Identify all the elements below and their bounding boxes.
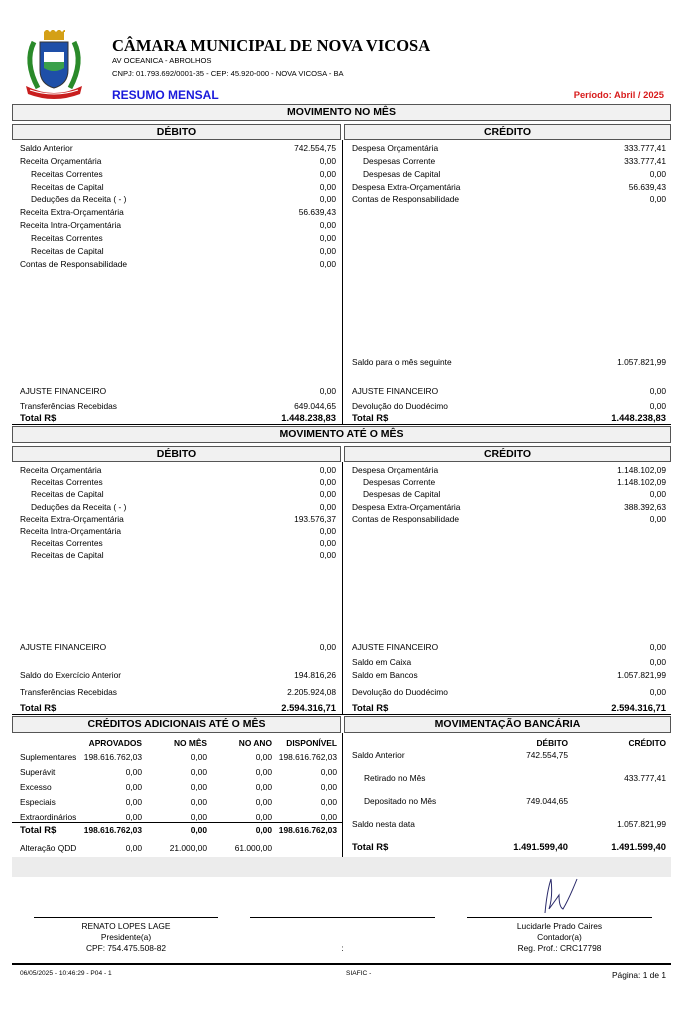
s1-total-left-label: Total R$ xyxy=(20,412,57,423)
section-movimentacao-bancaria: MOVIMENTAÇÃO BANCÁRIA xyxy=(344,716,671,733)
line-item-value: 0,00 xyxy=(319,477,336,488)
page-title: CÂMARA MUNICIPAL DE NOVA VICOSA xyxy=(112,36,431,55)
s4-retirado-credito: 433.777,41 xyxy=(624,773,666,783)
line-item-value: 0,00 xyxy=(319,538,336,549)
s2-total-left-value: 2.594.316,71 xyxy=(281,702,336,713)
table-row-label: Superávit xyxy=(20,767,56,777)
s1-divider xyxy=(342,140,343,424)
s2-total-right-value: 2.594.316,71 xyxy=(611,702,666,713)
s1-transf-value: 649.044,65 xyxy=(294,401,336,411)
line-item-label: Despesa Extra-Orçamentária xyxy=(352,181,461,192)
line-item-value: 0,00 xyxy=(319,526,336,536)
table-cell: 0,00 xyxy=(255,752,272,762)
s4-retirado-label: Retirado no Mês xyxy=(364,773,426,783)
qdd-cell: 61.000,00 xyxy=(234,843,272,853)
line-item-label: Receita Extra-Orçamentária xyxy=(20,207,124,218)
s4-depositado-debito: 749.044,65 xyxy=(526,796,568,806)
s2-exercicio-value: 194.816,26 xyxy=(294,670,336,680)
line-item-value: 333.777,41 xyxy=(624,143,666,153)
line-item-label: Receitas de Capital xyxy=(31,550,104,561)
municipal-logo xyxy=(16,30,92,100)
line-item-label: Deduções da Receita ( - ) xyxy=(31,194,127,205)
s2-transf-label: Transferências Recebidas xyxy=(20,687,117,697)
table-cell: 0,00 xyxy=(255,782,272,792)
s4-saldo-data-label: Saldo nesta data xyxy=(352,819,415,829)
line-item-value: 742.554,75 xyxy=(294,143,336,153)
line-item-value: 0,00 xyxy=(649,513,666,524)
s2-exercicio-label: Saldo do Exercício Anterior xyxy=(20,670,122,680)
section-movimento-ate-mes: MOVIMENTO ATÉ O MÊS xyxy=(12,426,671,443)
s2-ajuste-right-value: 0,00 xyxy=(649,642,666,652)
table-total-cell: 198.616.762,03 xyxy=(278,825,337,835)
table-cell: 0,00 xyxy=(255,797,272,807)
s2-bancos-value: 1.057.821,99 xyxy=(617,670,666,680)
line-item-label: Saldo Anterior xyxy=(20,143,73,153)
s3-total-line xyxy=(12,822,342,823)
line-item-label: Receitas Correntes xyxy=(31,538,103,549)
sig-right-doc: Reg. Prof.: CRC17798 xyxy=(517,943,602,953)
s1-saldo-seguinte-value: 1.057.821,99 xyxy=(617,357,666,367)
line-item-value: 0,00 xyxy=(319,501,336,512)
qdd-cell: 21.000,00 xyxy=(169,843,207,853)
table-row-label: Suplementares xyxy=(20,752,77,762)
sig-left-doc: CPF: 754.475.508-82 xyxy=(85,943,167,953)
table-total-cell: 0,00 xyxy=(255,825,272,835)
sig-left-name: RENATO LOPES LAGE xyxy=(81,921,171,931)
s2-caixa-value: 0,00 xyxy=(649,657,666,667)
table-cell: 0,00 xyxy=(125,782,142,792)
table-row-label: Extraordinários xyxy=(20,812,77,822)
s4-credito-header: CRÉDITO xyxy=(628,738,666,748)
line-item-label: Despesas de Capital xyxy=(363,168,441,179)
s2-bancos-label: Saldo em Bancos xyxy=(352,670,418,680)
section-movimento-no-mes: MOVIMENTO NO MÊS xyxy=(12,104,671,121)
column-header: APROVADOS xyxy=(88,738,142,748)
s4-total-label: Total R$ xyxy=(352,841,389,852)
s2-total-right-label: Total R$ xyxy=(352,702,389,713)
table-cell: 0,00 xyxy=(190,797,207,807)
table-cell: 0,00 xyxy=(190,752,207,762)
s1-ajuste-right-label: AJUSTE FINANCEIRO xyxy=(352,386,439,396)
s4-depositado-label: Depositado no Mês xyxy=(364,796,437,806)
line-item-value: 1.148.102,09 xyxy=(617,477,666,488)
s4-saldo-data-credito: 1.057.821,99 xyxy=(617,819,666,829)
line-item-label: Despesas de Capital xyxy=(363,489,441,500)
address: AV OCEANICA - ABROLHOS xyxy=(112,56,212,65)
section-creditos-adicionais: CRÉDITOS ADICIONAIS ATÉ O MÊS xyxy=(12,716,341,733)
line-item-value: 0,00 xyxy=(319,232,336,243)
column-header: NO MÊS xyxy=(173,738,207,748)
line-item-label: Despesas Corrente xyxy=(363,477,436,488)
line-item-value: 0,00 xyxy=(319,155,336,166)
table-cell: 0,00 xyxy=(190,782,207,792)
s2-devol-value: 0,00 xyxy=(649,687,666,697)
sig-right-line xyxy=(467,917,652,918)
line-item-value: 0,00 xyxy=(649,489,666,500)
line-item-label: Despesa Orçamentária xyxy=(352,465,439,475)
s1-devol-value: 0,00 xyxy=(649,401,666,411)
s1-bottom-line xyxy=(12,424,671,425)
table-row-label: Excesso xyxy=(20,782,52,792)
qdd-cell: 0,00 xyxy=(125,843,142,853)
line-item-value: 333.777,41 xyxy=(624,155,666,166)
line-item-label: Receitas Correntes xyxy=(31,232,103,243)
sig-left-line xyxy=(34,917,218,918)
s2-transf-value: 2.205.924,08 xyxy=(287,687,336,697)
footer-center: SIAFIC - xyxy=(346,970,372,977)
s2-divider xyxy=(342,462,343,714)
table-total-label: Total R$ xyxy=(20,824,57,835)
footer-left: 06/05/2025 - 10:46:29 - P04 - 1 xyxy=(20,970,112,977)
table-cell: 0,00 xyxy=(190,812,207,822)
table-cell: 0,00 xyxy=(320,797,337,807)
line-item-label: Contas de Responsabilidade xyxy=(20,258,128,269)
table-cell: 198.616.762,03 xyxy=(278,752,337,762)
table-cell: 0,00 xyxy=(320,767,337,777)
s1-transf-label: Transferências Recebidas xyxy=(20,401,117,411)
s4-total-credito: 1.491.599,40 xyxy=(611,841,666,852)
line-item-label: Receitas de Capital xyxy=(31,245,104,256)
table-cell: 198.616.762,03 xyxy=(83,752,142,762)
s2-bottom-line xyxy=(12,714,671,715)
s1-total-left-value: 1.448.238,83 xyxy=(281,412,336,423)
s2-ajuste-left-value: 0,00 xyxy=(319,642,336,652)
s1-credito-header: CRÉDITO xyxy=(344,124,671,140)
line-item-label: Despesa Extra-Orçamentária xyxy=(352,501,461,512)
line-item-value: 0,00 xyxy=(319,168,336,179)
sig-middle-doc: : xyxy=(341,943,344,953)
s4-saldo-anterior-debito: 742.554,75 xyxy=(526,750,568,760)
s2-debito-header: DÉBITO xyxy=(12,446,341,462)
footer-right: Página: 1 de 1 xyxy=(611,970,666,980)
table-row-label: Especiais xyxy=(20,797,56,807)
line-item-value: 0,00 xyxy=(319,245,336,256)
line-item-value: 0,00 xyxy=(649,194,666,205)
table-cell: 0,00 xyxy=(125,812,142,822)
s1-ajuste-right-value: 0,00 xyxy=(649,386,666,396)
s4-saldo-anterior-label: Saldo Anterior xyxy=(352,750,405,760)
signature-band xyxy=(12,857,671,877)
line-item-value: 0,00 xyxy=(319,181,336,192)
s1-devol-label: Devolução do Duodécimo xyxy=(352,401,448,411)
s34-divider xyxy=(342,733,343,857)
table-total-cell: 0,00 xyxy=(190,825,207,835)
table-cell: 0,00 xyxy=(255,767,272,777)
column-header: NO ANO xyxy=(238,738,272,748)
line-item-value: 0,00 xyxy=(319,489,336,500)
line-item-label: Receitas de Capital xyxy=(31,181,104,192)
table-cell: 0,00 xyxy=(125,797,142,807)
line-item-label: Contas de Responsabilidade xyxy=(352,513,460,524)
line-item-label: Receita Intra-Orçamentária xyxy=(20,526,122,536)
period-label: Período: Abril / 2025 xyxy=(573,89,664,100)
s2-total-left-label: Total R$ xyxy=(20,702,57,713)
line-item-value: 1.148.102,09 xyxy=(617,465,666,475)
line-item-label: Receitas de Capital xyxy=(31,489,104,500)
s1-saldo-seguinte-label: Saldo para o mês seguinte xyxy=(352,357,452,367)
sig-left-role: Presidente(a) xyxy=(100,932,152,942)
line-item-value: 56.639,43 xyxy=(628,181,666,192)
table-cell: 0,00 xyxy=(190,767,207,777)
s2-ajuste-right-label: AJUSTE FINANCEIRO xyxy=(352,642,439,652)
table-cell: 0,00 xyxy=(255,812,272,822)
s4-total-debito: 1.491.599,40 xyxy=(513,841,568,852)
line-item-value: 388.392,63 xyxy=(624,501,666,512)
line-item-label: Deduções da Receita ( - ) xyxy=(31,501,127,512)
line-item-label: Despesas Corrente xyxy=(363,155,436,166)
report-title: RESUMO MENSAL xyxy=(112,88,219,102)
table-cell: 0,00 xyxy=(320,812,337,822)
table-cell: 0,00 xyxy=(125,767,142,777)
s2-ajuste-left-label: AJUSTE FINANCEIRO xyxy=(20,642,107,652)
line-item-label: Despesa Orçamentária xyxy=(352,143,439,153)
entity-info: CNPJ: 01.793.692/0001-35 - CEP: 45.920-000 - NOVA VICOSA - BA xyxy=(112,69,344,78)
line-item-value: 0,00 xyxy=(319,220,336,231)
line-item-value: 0,00 xyxy=(319,194,336,205)
s2-credito-header: CRÉDITO xyxy=(344,446,671,462)
line-item-label: Receitas Correntes xyxy=(31,168,103,179)
s1-total-right-value: 1.448.238,83 xyxy=(611,412,666,423)
qdd-label: Alteração QDD xyxy=(20,843,77,853)
line-item-label: Receitas Correntes xyxy=(31,477,103,488)
s1-debito-header: DÉBITO xyxy=(12,124,341,140)
line-item-value: 0,00 xyxy=(649,168,666,179)
line-item-value: 56.639,43 xyxy=(298,207,336,218)
handwritten-signature xyxy=(535,875,585,915)
line-item-label: Receita Orçamentária xyxy=(20,155,102,166)
s1-total-right-label: Total R$ xyxy=(352,412,389,423)
sig-right-name: Lucidarle Prado Caires xyxy=(516,921,603,931)
line-item-label: Receita Extra-Orçamentária xyxy=(20,513,124,524)
sig-middle-line xyxy=(250,917,435,918)
line-item-label: Receita Orçamentária xyxy=(20,465,102,475)
line-item-value: 0,00 xyxy=(319,258,336,269)
column-header: DISPONÍVEL xyxy=(286,738,337,748)
s1-ajuste-left-label: AJUSTE FINANCEIRO xyxy=(20,386,107,396)
sig-right-role: Contador(a) xyxy=(537,932,582,942)
s4-debito-header: DÉBITO xyxy=(536,738,568,748)
line-item-value: 193.576,37 xyxy=(294,513,336,524)
line-item-label: Receita Intra-Orçamentária xyxy=(20,220,122,231)
table-total-cell: 198.616.762,03 xyxy=(83,825,142,835)
line-item-label: Contas de Responsabilidade xyxy=(352,194,460,205)
line-item-value: 0,00 xyxy=(319,465,336,475)
line-item-value: 0,00 xyxy=(319,550,336,561)
footer-rule xyxy=(12,963,671,965)
s2-devol-label: Devolução do Duodécimo xyxy=(352,687,448,697)
s1-ajuste-left-value: 0,00 xyxy=(319,386,336,396)
table-cell: 0,00 xyxy=(320,782,337,792)
s2-caixa-label: Saldo em Caixa xyxy=(352,657,412,667)
